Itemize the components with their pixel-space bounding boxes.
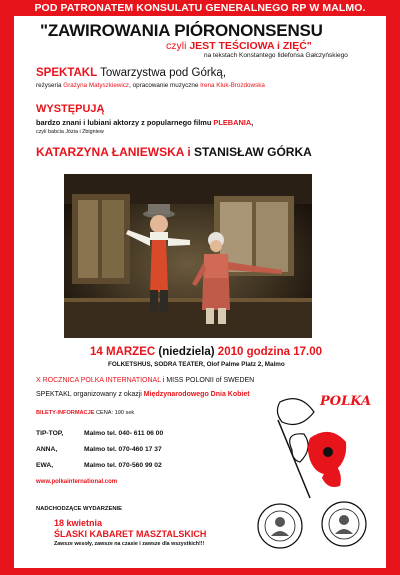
tickets-head-label: BILETY-INFORMACJE [36,410,95,416]
ticket-row-value: Malmo tel. 040- 611 06 00 [84,430,164,437]
next-event-name: ŚLASKI KABARET MASZTALSKICH [54,529,207,539]
occasion-anniversary: X ROCZNICA POLKA INTERNATIONAL [36,377,161,384]
credits-line [36,82,265,89]
actors-line [36,145,312,159]
subtitle-note: na tekstach Konstantego Ildefonsa Gałczyńskiego [204,52,348,59]
credit-part: Grażyna Matyszkiewicz [63,82,130,89]
ticket-row-label: TIP-TOP, [36,430,64,437]
wystepuja-head: WYSTĘPUJĄ [36,103,105,115]
spektakl-head: SPEKTAKL [36,67,98,79]
ticket-row-value: Malmo tel. 070-560 99 02 [84,462,162,469]
subtitle-prefix: czyli [166,40,190,52]
occasion-miss: MISS POLONII of SWEDEN [166,377,255,384]
miss-polonii-seal-icon [256,502,304,550]
occasion-line1 [36,377,254,384]
ticket-row [36,462,162,469]
wystepuja-text: bardzo znani i lubiani aktorzy z popularnego filmu [36,118,214,127]
ticket-row [36,446,162,453]
website-link[interactable]: www.polkainternational.com [36,479,118,485]
event-day: (niedziela) [158,346,215,358]
wystepuja-line1 [36,118,253,127]
occasion-womens-day: Międzynarodowego Dnia Kobiet [143,391,250,398]
stage-photo [64,174,312,338]
credit-part: Irena Kluk-Brozdowska [200,82,265,89]
show-subtitle [166,40,312,52]
event-date-text: 14 MARZEC [90,346,159,358]
ticket-price: CENA: 190 sek [94,410,135,416]
event-time: 2010 godzina 17.00 [214,346,322,358]
spektakl-line [36,67,226,79]
ticket-row-label: EWA, [36,462,54,469]
wystepuja-end: , [251,118,254,127]
show-title: "ZAWIROWANIA PIÓRONONSENSU [40,21,323,40]
actor-second: STANISŁAW GÓRKA [194,145,312,159]
tickets-head [36,410,134,416]
next-event-date: 18 kwietnia [54,518,103,528]
occasion-sep: i [160,377,167,384]
credit-part: reżyseria [36,82,64,89]
ticket-row-label: ANNA, [36,446,58,453]
next-event-head: NADCHODZĄCE WYDARZENIE [36,506,122,512]
event-date [90,346,322,358]
wystepuja-line2: czyli babcia Józia i Zbigniew [36,129,104,135]
event-venue: FOLKETSHUS, SODRA TEATER, Olof Palme Platz 2, Malmo [108,361,285,368]
actor-first: KATARZYNA ŁANIEWSKA [36,145,184,159]
logo-word: POLKA [320,394,372,409]
stage-photo-illustration [64,174,312,338]
next-event-tagline: Zawsze wesoły, zawsze na czasie i zawsze dla wszystkich!!! [54,541,205,547]
film-name: PLEBANIA [213,118,252,127]
occasion-line2 [36,391,250,398]
occasion-text: SPEKTAKL organizowany z okazji [36,391,144,398]
ticket-row [36,430,163,437]
spektakl-rest: Towarzystwa pod Górką, [97,67,227,79]
patronage-banner: POD PATRONATEM KONSULATU GENERALNEGO RP W MALMO. [34,2,366,14]
actors-sep: i [183,145,194,159]
credit-part: , opracowanie muzyczne [129,82,201,89]
subtitle-bold: JEST TEŚCIOWA i ZIĘĆ" [189,40,312,52]
ticket-row-value: Malmo tel. 070-460 17 37 [84,446,162,453]
miss-polonii-sweden-seal-icon [320,500,368,548]
